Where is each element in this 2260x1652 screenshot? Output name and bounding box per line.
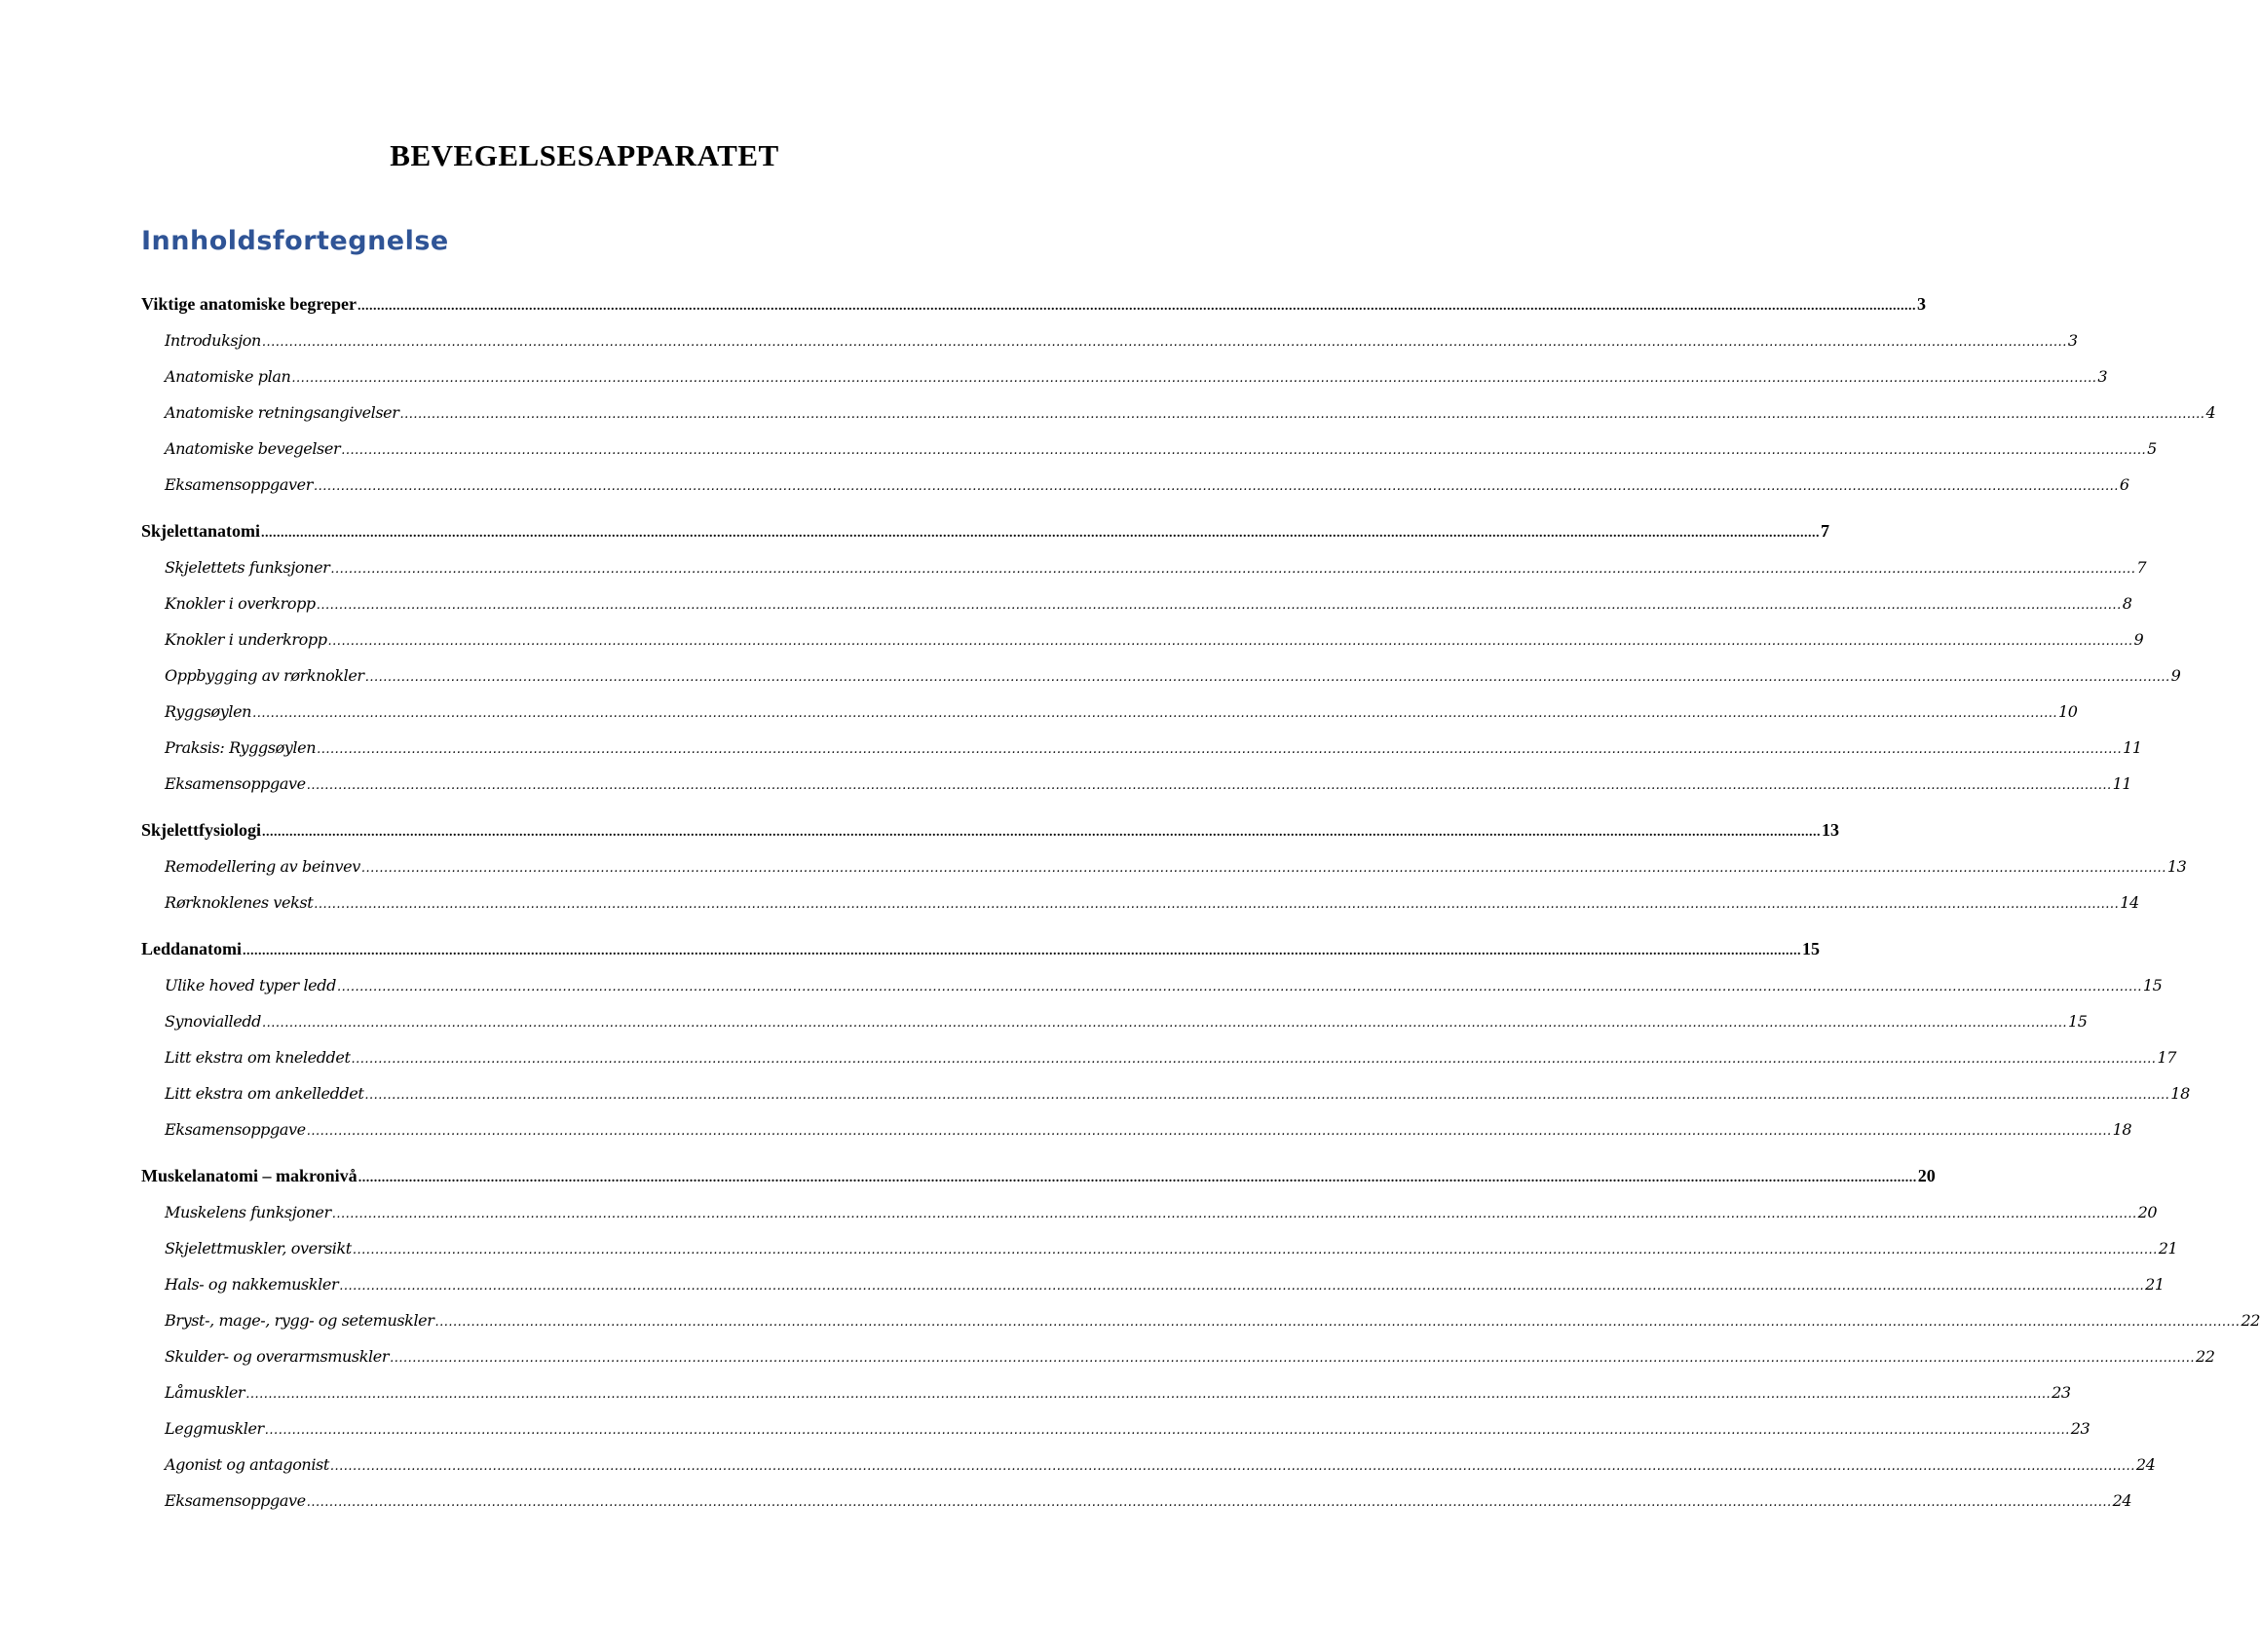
- toc-subsection-entry[interactable]: [141, 1302, 2260, 1338]
- toc-subsection-entry[interactable]: [141, 848, 2187, 884]
- toc-dot-leader: ................................................................................................................................................................................................................................................................................................................................................................................................................: [434, 1315, 2241, 1330]
- toc-entry-title: Skjelettanatomi: [141, 521, 260, 541]
- toc-page-number: 15: [2067, 1012, 2088, 1031]
- toc-entry-title: Leddanatomi: [141, 939, 243, 958]
- toc-chapter-entry[interactable]: [141, 513, 1829, 549]
- toc-subsection-entry[interactable]: [141, 394, 2216, 431]
- toc-dot-leader: ................................................................................................................................................................................................................................................................................................................................................................................................................: [331, 1207, 2137, 1221]
- toc-entry-title: Leggmuskler: [165, 1419, 264, 1438]
- toc-subsection-entry[interactable]: [141, 1003, 2088, 1039]
- toc-entry-title: Hals- og nakkemuskler: [165, 1275, 339, 1294]
- toc-page-number: 24: [2112, 1491, 2132, 1510]
- toc-page-number: 21: [2145, 1275, 2165, 1294]
- toc-section: [141, 513, 2181, 802]
- toc-subsection-entry[interactable]: [141, 1075, 2190, 1111]
- toc-dot-leader: ................................................................................................................................................................................................................................................................................................................................................................................................................: [364, 670, 2170, 685]
- toc-entry-title: Anatomiske plan: [165, 367, 291, 386]
- toc-dot-leader: ................................................................................................................................................................................................................................................................................................................................................................................................................: [329, 1459, 2135, 1474]
- toc-subsection-entry[interactable]: [141, 967, 2163, 1003]
- toc-heading: Innholdsfortegnelse: [141, 226, 449, 256]
- toc-page-number: 5: [2147, 439, 2157, 458]
- toc-page-number: 9: [2170, 666, 2181, 685]
- toc-dot-leader: ................................................................................................................................................................................................................................................................................................................................................................................................................: [341, 443, 2147, 458]
- toc-chapter-entry[interactable]: [141, 931, 1821, 967]
- toc-dot-leader: ................................................................................................................................................................................................................................................................................................................................................................................................................: [245, 1387, 2052, 1402]
- toc-page-number: 24: [2135, 1455, 2156, 1474]
- toc-entry-title: Skjelettmuskler, oversikt: [165, 1239, 352, 1258]
- toc-dot-leader: ................................................................................................................................................................................................................................................................................................................................................................................................................: [262, 1016, 2067, 1031]
- toc-page-number: 17: [2157, 1048, 2176, 1067]
- toc-dot-leader: ................................................................................................................................................................................................................................................................................................................................................................................................................: [264, 1423, 2070, 1438]
- toc-dot-leader: ................................................................................................................................................................................................................................................................................................................................................................................................................: [317, 742, 2123, 757]
- toc-subsection-entry[interactable]: [141, 657, 2181, 694]
- toc-entry-title: Anatomiske bevegelser: [165, 439, 341, 458]
- toc-entry-title: Ryggsøylen: [165, 702, 252, 721]
- toc-page-number: 15: [1802, 939, 1821, 958]
- toc-dot-leader: ................................................................................................................................................................................................................................................................................................................................................................................................................: [314, 897, 2120, 912]
- toc-subsection-entry[interactable]: [141, 1338, 2215, 1374]
- toc-dot-leader: ................................................................................................................................................................................................................................................................................................................................................................................................................: [360, 861, 2166, 876]
- toc-page-number: 14: [2120, 893, 2139, 912]
- toc-section: [141, 1158, 2260, 1519]
- toc-subsection-entry[interactable]: [141, 549, 2147, 585]
- toc-page-number: 20: [1917, 1166, 1936, 1185]
- toc-dot-leader: ................................................................................................................................................................................................................................................................................................................................................................................................................: [316, 598, 2122, 613]
- toc-dot-leader: ................................................................................................................................................................................................................................................................................................................................................................................................................: [306, 778, 2112, 793]
- toc-subsection-entry[interactable]: [141, 1410, 2090, 1446]
- toc-dot-leader: ................................................................................................................................................................................................................................................................................................................................................................................................................: [351, 1052, 2157, 1067]
- toc-dot-leader: ................................................................................................................................................................................................................................................................................................................................................................................................................: [358, 1171, 1917, 1185]
- toc-page-number: 23: [2070, 1419, 2090, 1438]
- toc-dot-leader: ................................................................................................................................................................................................................................................................................................................................................................................................................: [330, 562, 2136, 577]
- toc-entry-title: Knokler i underkropp: [165, 630, 327, 649]
- toc-entry-title: Rørknoklenes vekst: [165, 893, 314, 912]
- toc-entry-title: Oppbygging av rørknokler: [165, 666, 364, 685]
- toc-page-number: 13: [1822, 820, 1839, 840]
- toc-dot-leader: ................................................................................................................................................................................................................................................................................................................................................................................................................: [262, 825, 1821, 840]
- toc-page-number: 23: [2052, 1383, 2071, 1402]
- toc-subsection-entry[interactable]: [141, 1483, 2132, 1519]
- toc-dot-leader: ................................................................................................................................................................................................................................................................................................................................................................................................................: [357, 299, 1916, 314]
- toc-page-number: 15: [2142, 976, 2163, 995]
- table-of-contents: [141, 286, 2260, 1529]
- toc-subsection-entry[interactable]: [141, 1266, 2165, 1302]
- toc-dot-leader: ................................................................................................................................................................................................................................................................................................................................................................................................................: [390, 1351, 2196, 1366]
- toc-entry-title: Knokler i overkropp: [165, 594, 316, 613]
- toc-subsection-entry[interactable]: [141, 467, 2129, 503]
- toc-page-number: 4: [2205, 403, 2216, 422]
- toc-chapter-entry[interactable]: [141, 1158, 1936, 1194]
- toc-page-number: 13: [2166, 857, 2187, 876]
- toc-entry-title: Muskelens funksjoner: [165, 1203, 331, 1221]
- toc-dot-leader: ................................................................................................................................................................................................................................................................................................................................................................................................................: [327, 634, 2133, 649]
- toc-dot-leader: ................................................................................................................................................................................................................................................................................................................................................................................................................: [261, 335, 2067, 350]
- toc-dot-leader: ................................................................................................................................................................................................................................................................................................................................................................................................................: [306, 1495, 2112, 1510]
- toc-subsection-entry[interactable]: [141, 1039, 2176, 1075]
- toc-page-number: 11: [2112, 774, 2132, 793]
- toc-entry-title: Skjelettets funksjoner: [165, 558, 330, 577]
- toc-subsection-entry[interactable]: [141, 621, 2144, 657]
- toc-entry-title: Viktige anatomiske begreper: [141, 294, 357, 314]
- toc-entry-title: Ulike hoved typer ledd: [165, 976, 336, 995]
- toc-dot-leader: ................................................................................................................................................................................................................................................................................................................................................................................................................: [336, 980, 2142, 995]
- toc-subsection-entry[interactable]: [141, 1111, 2132, 1147]
- toc-entry-title: Litt ekstra om kneleddet: [165, 1048, 351, 1067]
- toc-subsection-entry[interactable]: [141, 431, 2157, 467]
- toc-dot-leader: ................................................................................................................................................................................................................................................................................................................................................................................................................: [243, 944, 1802, 958]
- toc-page-number: 20: [2137, 1203, 2158, 1221]
- toc-subsection-entry[interactable]: [141, 1374, 2071, 1410]
- toc-dot-leader: ................................................................................................................................................................................................................................................................................................................................................................................................................: [339, 1279, 2145, 1294]
- toc-dot-leader: ................................................................................................................................................................................................................................................................................................................................................................................................................: [364, 1088, 2170, 1103]
- toc-dot-leader: ................................................................................................................................................................................................................................................................................................................................................................................................................: [260, 526, 1820, 541]
- toc-page-number: 18: [2170, 1084, 2190, 1103]
- toc-page-number: 3: [1916, 294, 1926, 314]
- toc-entry-title: Litt ekstra om ankelleddet: [165, 1084, 364, 1103]
- toc-page-number: 22: [2241, 1311, 2260, 1330]
- toc-page-number: 22: [2196, 1347, 2215, 1366]
- toc-entry-title: Praksis: Ryggsøylen: [165, 738, 317, 757]
- toc-subsection-entry[interactable]: [141, 1446, 2156, 1483]
- toc-page-number: 9: [2133, 630, 2144, 649]
- toc-subsection-entry[interactable]: [141, 358, 2108, 394]
- toc-page-number: 6: [2119, 475, 2129, 494]
- toc-entry-title: Anatomiske retningsangivelser: [165, 403, 399, 422]
- toc-page-number: 7: [2136, 558, 2147, 577]
- toc-section: [141, 931, 2190, 1147]
- toc-section: [141, 286, 2216, 503]
- toc-subsection-entry[interactable]: [141, 694, 2078, 730]
- toc-page-number: 21: [2158, 1239, 2178, 1258]
- toc-dot-leader: ................................................................................................................................................................................................................................................................................................................................................................................................................: [399, 407, 2205, 422]
- toc-subsection-entry[interactable]: [141, 884, 2139, 920]
- toc-entry-title: Eksamensoppgave: [165, 1491, 306, 1510]
- toc-dot-leader: ................................................................................................................................................................................................................................................................................................................................................................................................................: [306, 1124, 2112, 1139]
- toc-page-number: 10: [2058, 702, 2078, 721]
- toc-chapter-entry[interactable]: [141, 812, 1839, 848]
- toc-entry-title: Muskelanatomi – makronivå: [141, 1166, 358, 1185]
- toc-page-number: 3: [2097, 367, 2108, 386]
- toc-section: [141, 812, 2187, 920]
- toc-subsection-entry[interactable]: [141, 1194, 2158, 1230]
- toc-entry-title: Synovialledd: [165, 1012, 262, 1031]
- toc-dot-leader: ................................................................................................................................................................................................................................................................................................................................................................................................................: [313, 479, 2119, 494]
- toc-page-number: 3: [2067, 331, 2078, 350]
- toc-entry-title: Introduksjon: [165, 331, 261, 350]
- toc-page-number: 18: [2112, 1120, 2132, 1139]
- toc-dot-leader: ................................................................................................................................................................................................................................................................................................................................................................................................................: [291, 371, 2097, 386]
- toc-page-number: 7: [1820, 521, 1829, 541]
- toc-subsection-entry[interactable]: [141, 1230, 2178, 1266]
- toc-subsection-entry[interactable]: [141, 766, 2132, 802]
- toc-entry-title: Skulder- og overarmsmuskler: [165, 1347, 390, 1366]
- document-title: BEVEGELSESAPPARATET: [390, 138, 779, 172]
- toc-entry-title: Agonist og antagonist: [165, 1455, 329, 1474]
- toc-subsection-entry[interactable]: [141, 322, 2078, 358]
- toc-dot-leader: ................................................................................................................................................................................................................................................................................................................................................................................................................: [352, 1243, 2158, 1258]
- toc-entry-title: Eksamensoppgave: [165, 1120, 306, 1139]
- toc-chapter-entry[interactable]: [141, 286, 1926, 322]
- toc-subsection-entry[interactable]: [141, 585, 2132, 621]
- toc-entry-title: Bryst-, mage-, rygg- og setemuskler: [165, 1311, 434, 1330]
- toc-page-number: 8: [2122, 594, 2132, 613]
- toc-entry-title: Låmuskler: [165, 1383, 245, 1402]
- toc-entry-title: Eksamensoppgave: [165, 774, 306, 793]
- toc-dot-leader: ................................................................................................................................................................................................................................................................................................................................................................................................................: [252, 706, 2058, 721]
- toc-page-number: 11: [2123, 738, 2142, 757]
- toc-entry-title: Remodellering av beinvev: [165, 857, 360, 876]
- toc-entry-title: Skjelettfysiologi: [141, 820, 261, 840]
- toc-subsection-entry[interactable]: [141, 730, 2142, 766]
- toc-entry-title: Eksamensoppgaver: [165, 475, 313, 494]
